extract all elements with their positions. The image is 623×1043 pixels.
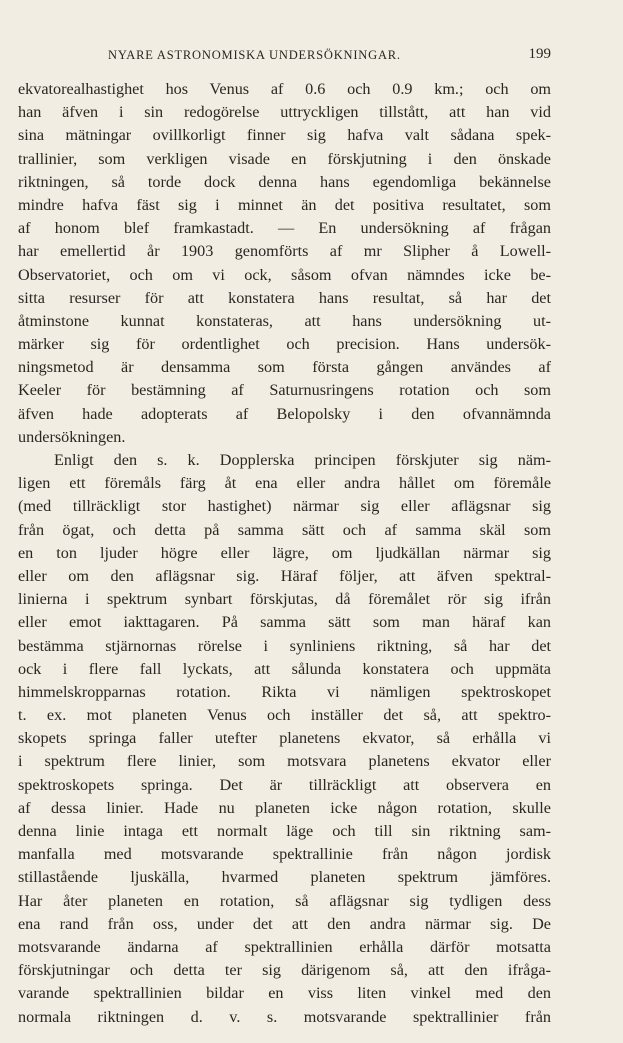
text-line: undersökningen. [18,427,126,446]
text-line: stillastående ljuskälla, hvarmed planeten spektrum jämföres. [18,868,551,887]
text-line: han äfven i sin redogörelse uttryckligen tillstått, att han vid [18,103,551,122]
text-line: ock i flere fall lyckats, att sålunda konstatera och uppmäta [18,659,551,678]
text-line: linierna i spektrum synbart förskjutas, då föremålet rör sig ifrån [18,590,551,609]
text-line: spektroskopets springa. Det är tillräckligt att observera en [18,775,551,794]
text-line: himmelskropparnas rotation. Rikta vi nämligen spektroskopet [18,682,551,701]
body-text [18,78,551,1029]
text-line: normala riktningen d. v. s. motsvarande spektrallinier från [18,1007,551,1026]
text-line: Enligt den s. k. Dopplerska principen förskjuter sig näm- [54,451,551,469]
text-line: sitta resurser för att konstatera hans resultat, så har det [18,288,551,307]
text-line: bestämma stjärnornas rörelse i synliniens riktning, så har det [18,636,551,655]
text-line: Keeler för bestämning af Saturnusringens rotation och som [18,381,551,400]
text-line: i spektrum flere linier, som motsvara planetens ekvator eller [18,752,551,771]
text-line: skopets springa faller utefter planetens ekvator, så erhålla vi [18,729,551,748]
text-line: förskjutningar och detta ter sig därigenom så, att den ifråga- [18,961,551,980]
text-line: äfven hade adopterats af Belopolsky i den ofvannämnda [18,404,551,423]
text-line: eller emot iakttagaren. På samma sätt som man häraf kan [18,613,551,632]
text-line: ekvatorealhastighet hos Venus af 0.6 och 0.9 km.; och om [18,80,551,98]
text-line: varande spektrallinien bildar en viss liten vinkel med den [18,984,551,1003]
text-line: åtminstone kunnat konstateras, att hans undersökning ut- [18,311,551,330]
text-line: denna linie intaga ett normalt läge och till sin riktning sam- [18,822,551,840]
text-line: från ögat, och detta på samma sätt och af samma skäl som [18,520,551,539]
text-line: sina mätningar ovillkorligt finner sig hafva valt sådana spek- [18,126,551,145]
text-line: trallinier, som verkligen visade en förskjutning i den önskade [18,149,551,168]
text-line: ena rand från oss, under det att den andra närmar sig. De [18,914,551,933]
text-line: Har åter planeten en rotation, så aflägsnar sig tydligen dess [18,891,551,910]
running-title: NYARE ASTRONOMISKA UNDERSÖKNINGAR. [108,48,401,62]
page-header [18,46,551,66]
text-line: har emellertid år 1903 genomförts af mr Slipher å Lowell- [18,242,551,261]
text-line: (med tillräckligt stor hastighet) närmar sig eller aflägsnar sig [18,497,551,516]
text-line: eller om den aflägsnar sig. Häraf följer, att äfven spektral- [18,566,551,585]
text-line: en ton ljuder högre eller lägre, om ljudkällan närmar sig [18,543,551,562]
text-line: t. ex. mot planeten Venus och inställer det så, att spektro- [18,706,551,725]
text-line: af honom blef framkastadt. — En undersökning af frågan [18,219,551,238]
text-line: riktningen, så torde dock denna hans egendomliga bekännelse [18,172,551,191]
paragraph-1 [18,78,551,449]
text-line: Observatoriet, och om vi ock, såsom ofvan nämndes icke be- [18,265,551,284]
text-line: manfalla med motsvarande spektrallinie från någon jordisk [18,845,551,864]
text-line: motsvarande ändarna af spektrallinien erhålla därför motsatta [18,937,551,956]
page-number: 199 [528,46,551,62]
text-line: ligen ett föremåls färg åt ena eller andra hållet om föremåle [18,474,551,493]
paragraph-2 [18,449,551,1029]
text-line: ningsmetod är densamma som första gången användes af [18,358,551,377]
text-line: af dessa linier. Hade nu planeten icke någon rotation, skulle [18,798,551,817]
text-line: mindre hafva fäst sig i minnet än det positiva resultatet, som [18,195,551,214]
text-line: märker sig för ordentlighet och precision. Hans undersök- [18,335,551,354]
